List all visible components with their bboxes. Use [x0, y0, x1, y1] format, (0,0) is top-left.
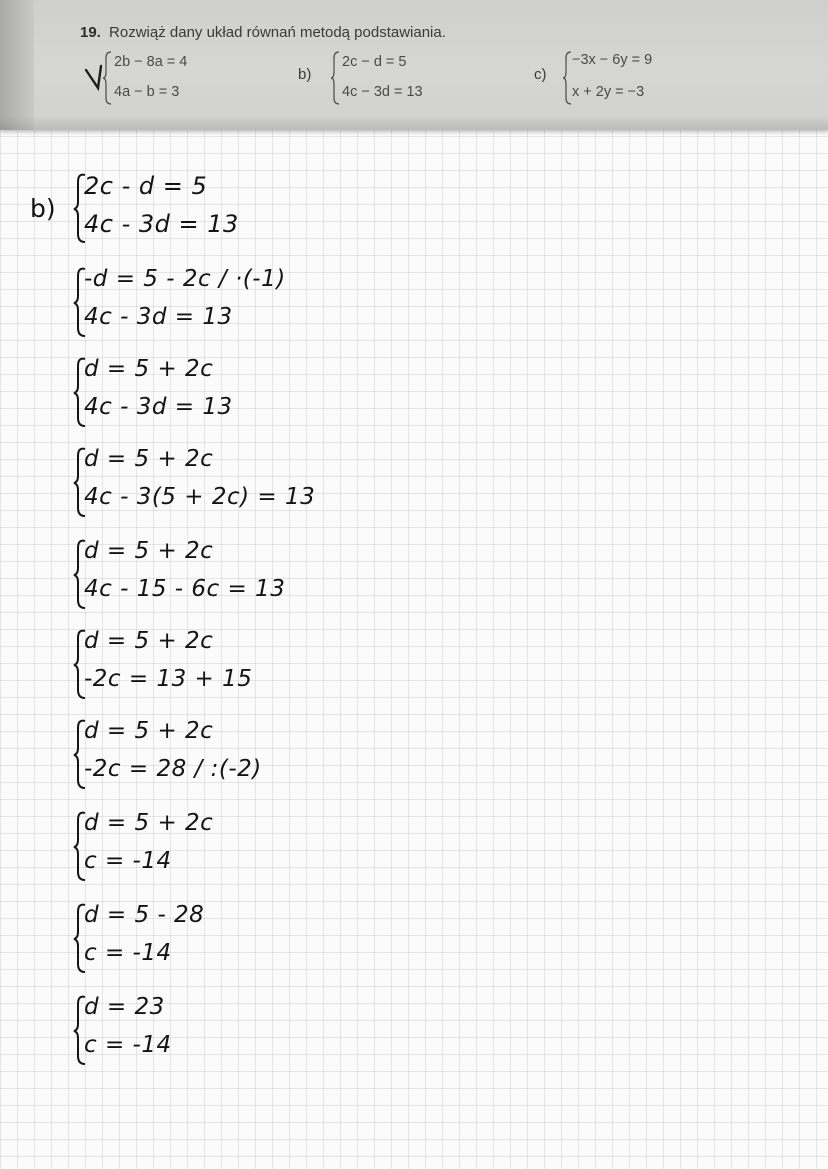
- step-line-1: d = 5 + 2c: [84, 356, 214, 382]
- step-line-1: d = 5 + 2c: [84, 628, 214, 654]
- solution-step-6: [68, 628, 388, 708]
- subtask-c: [534, 50, 714, 108]
- step-line-1: d = 5 + 2c: [84, 810, 214, 836]
- step-line-2: c = -14: [84, 940, 172, 966]
- subtask-a: [102, 50, 252, 108]
- task-instruction: Rozwiąż dany układ równań metodą podstawiania.: [109, 24, 446, 41]
- subtask-a-eq2: 4a − b = 3: [114, 84, 180, 100]
- solution-step-3: [68, 356, 388, 436]
- subtask-c-eq1: −3x − 6y = 9: [572, 52, 653, 68]
- solution-step-7: [68, 718, 388, 798]
- step-line-1: d = 5 + 2c: [84, 538, 214, 564]
- task-header: [80, 24, 446, 41]
- solution-step-5: [68, 538, 388, 618]
- subtask-b-eq2: 4c − 3d = 13: [342, 84, 423, 100]
- step-line-2: -2c = 28 / :(-2): [84, 756, 262, 782]
- solution-step-8: [68, 810, 388, 890]
- solution-step-10: [68, 994, 388, 1074]
- subtask-b: [298, 50, 478, 108]
- step-line-1: 2c - d = 5: [84, 172, 208, 200]
- brace-icon: [562, 50, 572, 106]
- step-line-2: 4c - 3d = 13: [84, 304, 233, 330]
- brace-icon: [330, 50, 340, 106]
- subtask-b-eq1: 2c − d = 5: [342, 54, 407, 70]
- step-line-2: -2c = 13 + 15: [84, 666, 253, 692]
- step-line-2: 4c - 3d = 13: [84, 210, 239, 238]
- solution-step-2: [68, 266, 388, 346]
- step-line-1: -d = 5 - 2c / ·(-1): [84, 266, 286, 292]
- solution-step-9: [68, 902, 388, 982]
- task-number: 19.: [80, 24, 101, 41]
- step-line-2: 4c - 3(5 + 2c) = 13: [84, 484, 316, 510]
- step-line-2: c = -14: [84, 848, 172, 874]
- step-line-1: d = 5 + 2c: [84, 718, 214, 744]
- step-line-1: d = 23: [84, 994, 165, 1020]
- subtask-c-eq2: x + 2y = −3: [572, 84, 645, 100]
- textbook-excerpt: [0, 0, 828, 130]
- subtask-c-label: c): [534, 66, 547, 83]
- step-line-2: c = -14: [84, 1032, 172, 1058]
- page-edge-shadow: [0, 0, 34, 130]
- page-bottom-shadow: [0, 116, 828, 130]
- subtask-a-eq1: 2b − 8a = 4: [114, 54, 188, 70]
- solution-label: b): [30, 194, 56, 223]
- solution-step-1: [68, 172, 388, 252]
- brace-icon: [102, 50, 112, 106]
- step-line-1: d = 5 + 2c: [84, 446, 214, 472]
- subtask-b-label: b): [298, 66, 312, 83]
- step-line-2: 4c - 15 - 6c = 13: [84, 576, 286, 602]
- step-line-2: 4c - 3d = 13: [84, 394, 233, 420]
- solution-step-4: [68, 446, 388, 526]
- step-line-1: d = 5 - 28: [84, 902, 205, 928]
